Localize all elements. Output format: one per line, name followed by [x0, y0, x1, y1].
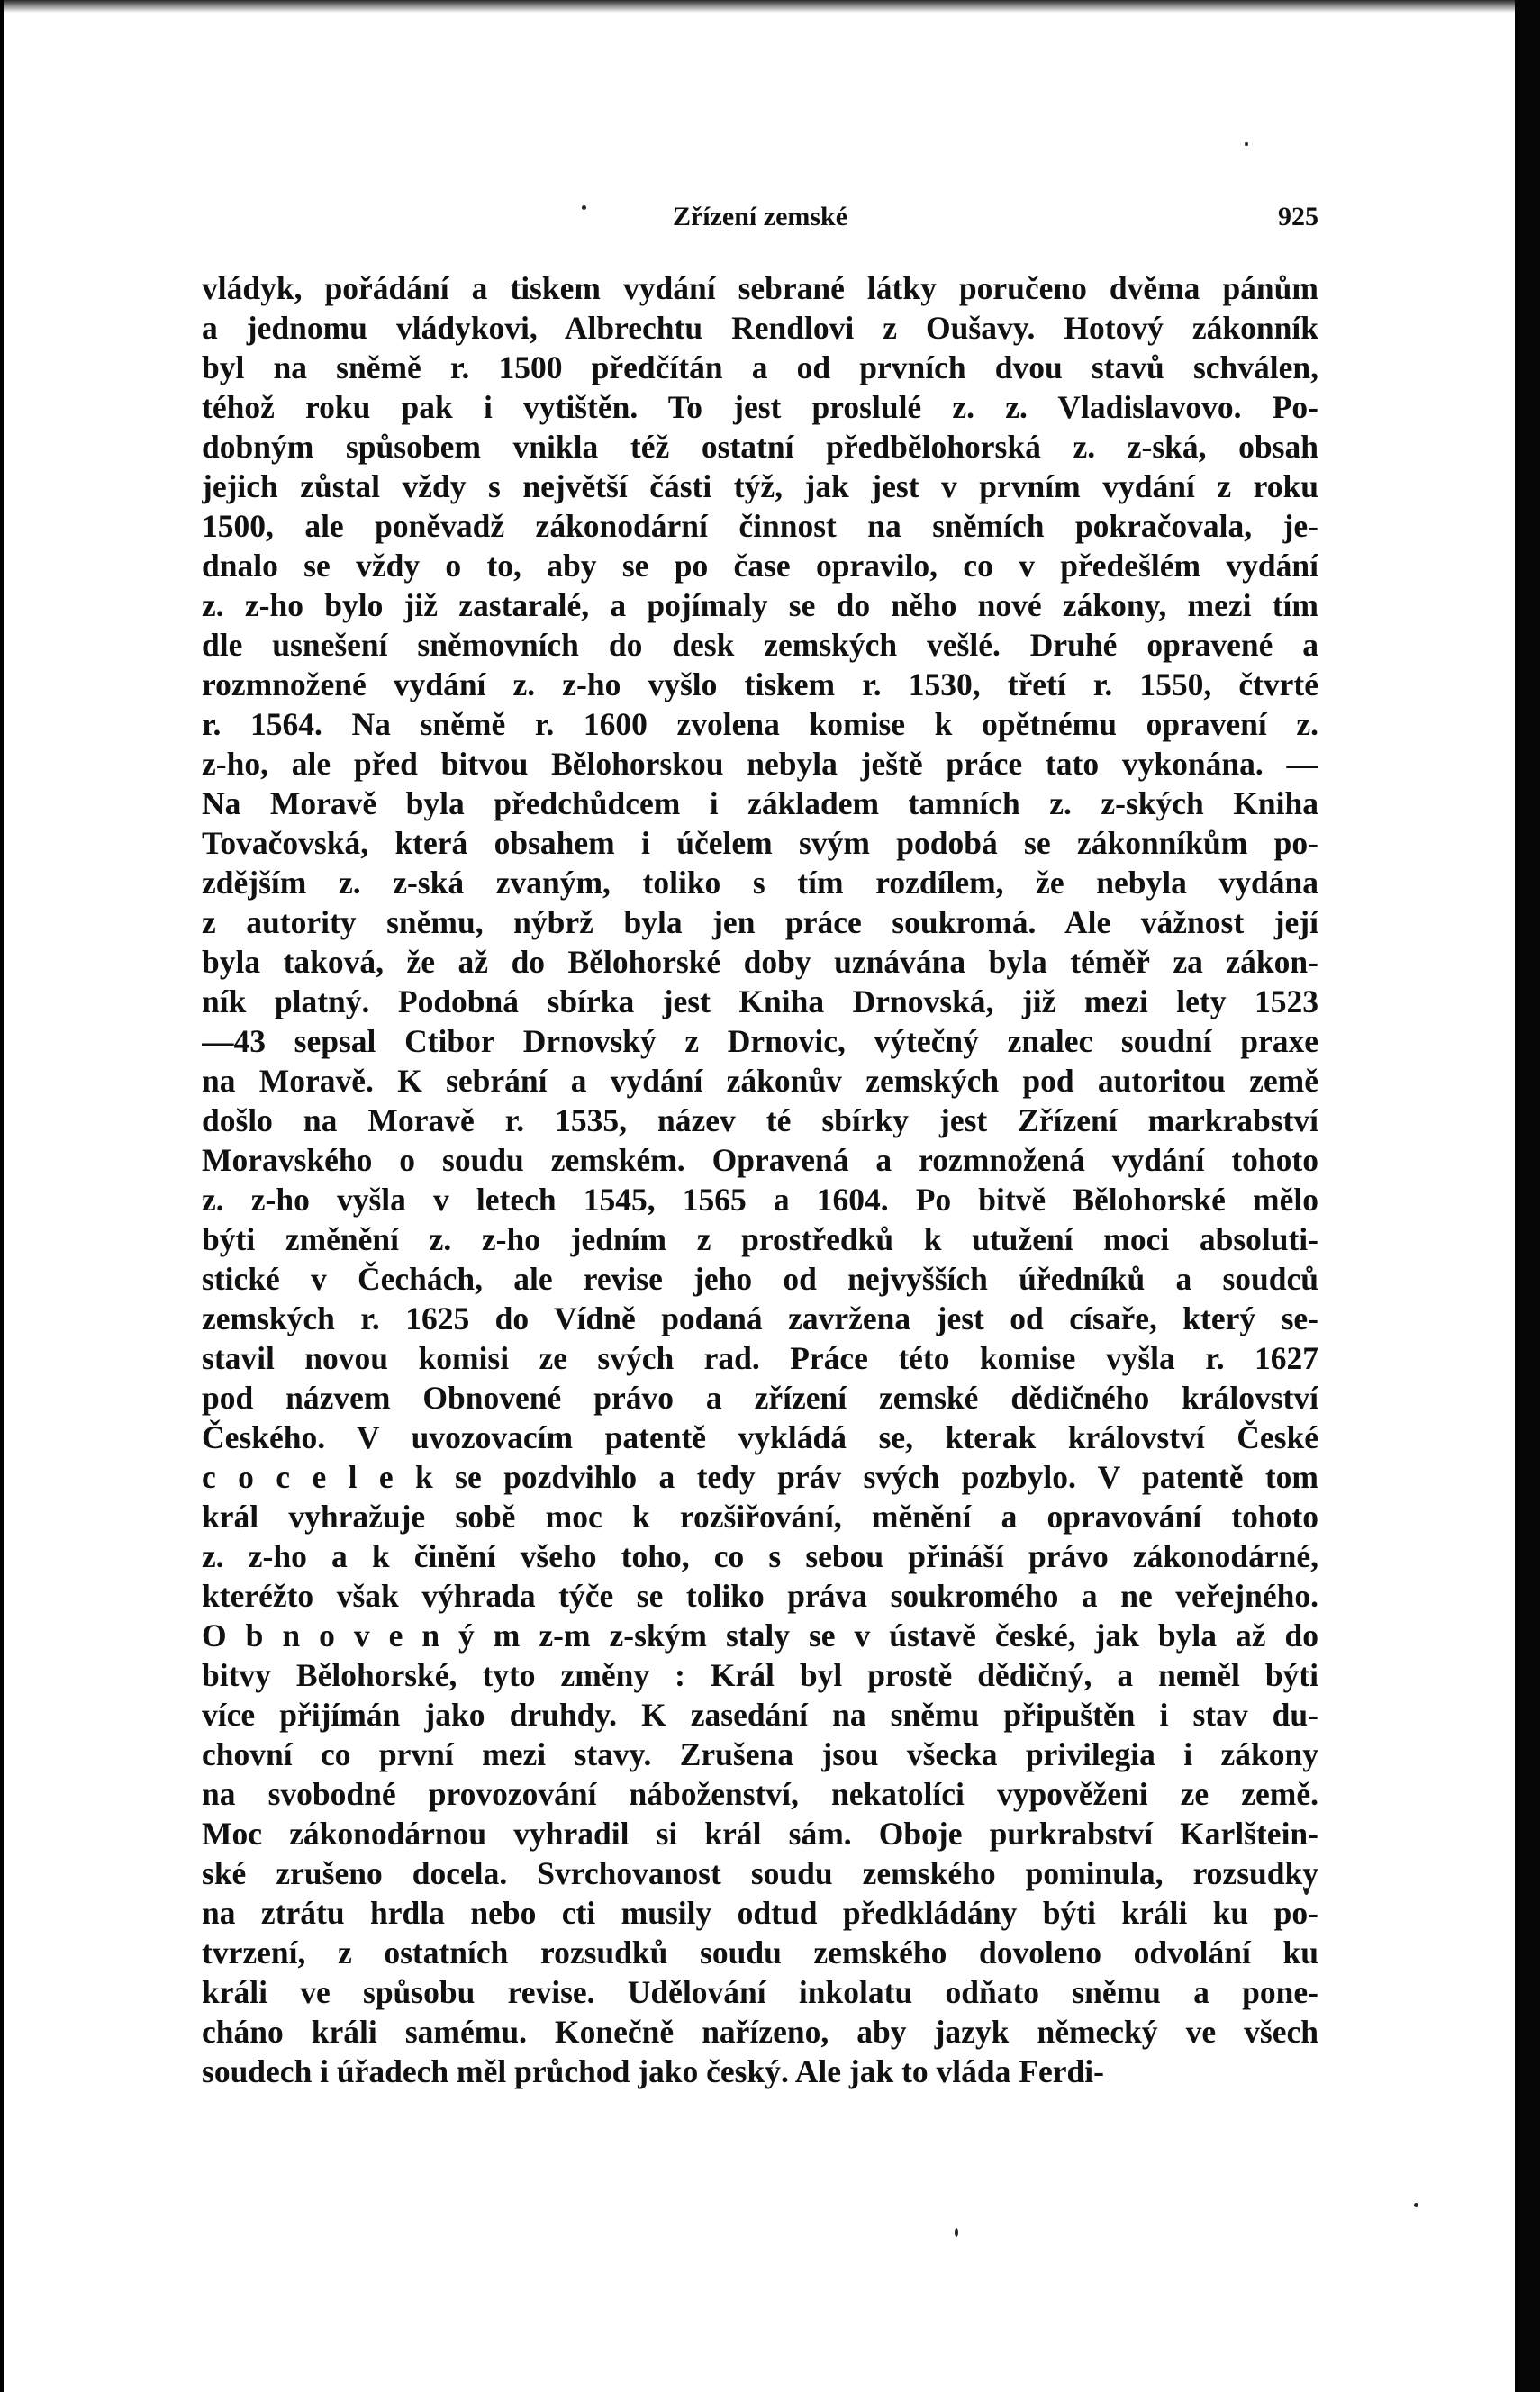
text-line: z. z-ho a k činění všeho toho, co s sebou přináší právo zákonodárné, — [202, 1538, 1318, 1574]
text-line: z. z-ho bylo již zastaralé, a pojímaly se do něho nové zákony, mezi tím — [202, 587, 1318, 623]
text-line: tvrzení, z ostatních rozsudků soudu zemského dovoleno odvolání ku — [202, 1934, 1318, 1971]
text-line: Českého. V uvozovacím patentě vykládá se, kterak království České — [202, 1419, 1318, 1455]
text-line: býti změnění z. z-ho jedním z prostředků k utužení moci absoluti- — [202, 1221, 1318, 1257]
text-line: ník platný. Podobná sbírka jest Kniha Drnovská, již mezi lety 1523 — [202, 983, 1318, 1019]
text-line: na svobodné provozování náboženství, nekatolíci vypověženi ze země. — [202, 1776, 1318, 1812]
text-line: byl na sněmě r. 1500 předčítán a od prvních dvou stavů schválen, — [202, 349, 1318, 385]
scan-edge-top — [4, 0, 1515, 13]
text-line: a jednomu vládykovi, Albrechtu Rendlovi z Oušavy. Hotový zákonník — [202, 310, 1318, 346]
page-number: 925 — [1278, 202, 1318, 231]
text-line: dnalo se vždy o to, aby se po čase opravilo, co v předešlém vydání — [202, 548, 1318, 584]
text-line: kteréžto však výhrada týče se toliko práva soukromého a ne veřejného. — [202, 1578, 1318, 1614]
text-line: cháno králi samému. Konečně nařízeno, aby jazyk německý ve všech — [202, 2014, 1318, 2050]
text-line: chovní co první mezi stavy. Zrušena jsou všecka privilegia i zákony — [202, 1736, 1318, 1772]
text-line: došlo na Moravě r. 1535, název té sbírky jest Zřízení markrabství — [202, 1102, 1318, 1138]
text-line: na ztrátu hrdla nebo cti musily odtud předkládány býti králi ku po- — [202, 1895, 1318, 1931]
text-line: pod názvem Obnovené právo a zřízení zemské dědičného království — [202, 1380, 1318, 1416]
text-line: z autority sněmu, nýbrž byla jen práce soukromá. Ale vážnost její — [202, 904, 1318, 940]
text-line: Moravského o soudu zemském. Opravená a rozmnožená vydání tohoto — [202, 1142, 1318, 1178]
text-line: O b n o v e n ý m z-m z-ským staly se v ústavě české, jak byla až do — [202, 1617, 1318, 1654]
scan-border-left — [0, 0, 4, 2392]
text-line: téhož roku pak i vytištěn. To jest proslulé z. z. Vladislavovo. Po- — [202, 389, 1318, 425]
text-line: více přijímán jako druhdy. K zasedání na sněmu připuštěn i stav du- — [202, 1697, 1318, 1733]
scan-speck — [1245, 142, 1248, 146]
text-line: vládyk, pořádání a tiskem vydání sebrané látky poručeno dvěma pánům — [202, 270, 1318, 306]
text-line: Tovačovská, která obsahem i účelem svým podobá se zákonníkům po- — [202, 825, 1318, 861]
body-text — [202, 268, 1318, 2091]
text-line: r. 1564. Na sněmě r. 1600 zvolena komise k opětnému opravení z. — [202, 706, 1318, 742]
scan-speck — [1414, 2203, 1418, 2207]
running-title: Zřízení zemské — [672, 202, 848, 231]
text-line: 1500, ale poněvadž zákonodární činnost na sněmích pokračovala, je- — [202, 508, 1318, 544]
text-line: ské zrušeno docela. Svrchovanost soudu zemského pominula, rozsudky — [202, 1855, 1318, 1891]
text-line: rozmnožené vydání z. z-ho vyšlo tiskem r. 1530, třetí r. 1550, čtvrté — [202, 666, 1318, 702]
text-line: bitvy Bělohorské, tyto změny : Král byl prostě dědičný, a neměl býti — [202, 1657, 1318, 1693]
text-line: byla taková, že až do Bělohorské doby uznávána byla téměř za zákon- — [202, 944, 1318, 980]
text-line: na Moravě. K sebrání a vydání zákonův zemských pod autoritou země — [202, 1063, 1318, 1099]
text-line: stické v Čechách, ale revise jeho od nejvyšších úředníků a soudců — [202, 1261, 1318, 1297]
text-line: —43 sepsal Ctibor Drnovský z Drnovic, výtečný znalec soudní praxe — [202, 1023, 1318, 1059]
text-line: Na Moravě byla předchůdcem i základem tamních z. z-ských Kniha — [202, 785, 1318, 821]
text-line: c o c e l e k se pozdvihlo a tedy práv svých pozbylo. V patentě tom — [202, 1459, 1318, 1495]
scan-speck — [955, 2228, 958, 2237]
text-line: z-ho, ale před bitvou Bělohorskou nebyla ještě práce tato vykonána. — — [202, 746, 1318, 782]
text-line: stavil novou komisi ze svých rad. Práce této komise vyšla r. 1627 — [202, 1340, 1318, 1376]
text-line: Moc zákonodárnou vyhradil si král sám. Oboje purkrabství Karlštein- — [202, 1816, 1318, 1852]
text-line: dle usnešení sněmovních do desk zemských vešlé. Druhé opravené a — [202, 627, 1318, 663]
text-line: dobným spůsobem vnikla též ostatní předbělohorská z. z-ská, obsah — [202, 429, 1318, 465]
text-line: zemských r. 1625 do Vídně podaná zavržena jest od císaře, který se- — [202, 1300, 1318, 1336]
text-line: jejich zůstal vždy s největší části týž, jak jest v prvním vydání z roku — [202, 468, 1318, 504]
text-line: král vyhražuje sobě moc k rozšiřování, měnění a opravování tohoto — [202, 1499, 1318, 1535]
book-page — [202, 193, 1318, 2091]
text-line: zdějším z. z-ská zvaným, toliko s tím rozdílem, že nebyla vydána — [202, 865, 1318, 901]
running-head — [202, 193, 1318, 247]
text-line: z. z-ho vyšla v letech 1545, 1565 a 1604. Po bitvě Bělohorské mělo — [202, 1182, 1318, 1218]
scan-border-right — [1515, 0, 1540, 2392]
text-line: králi ve spůsobu revise. Udělování inkolatu odňato sněmu a pone- — [202, 1974, 1318, 2010]
text-line: soudech i úřadech měl průchod jako český. Ale jak to vláda Ferdi- — [202, 2053, 1104, 2089]
